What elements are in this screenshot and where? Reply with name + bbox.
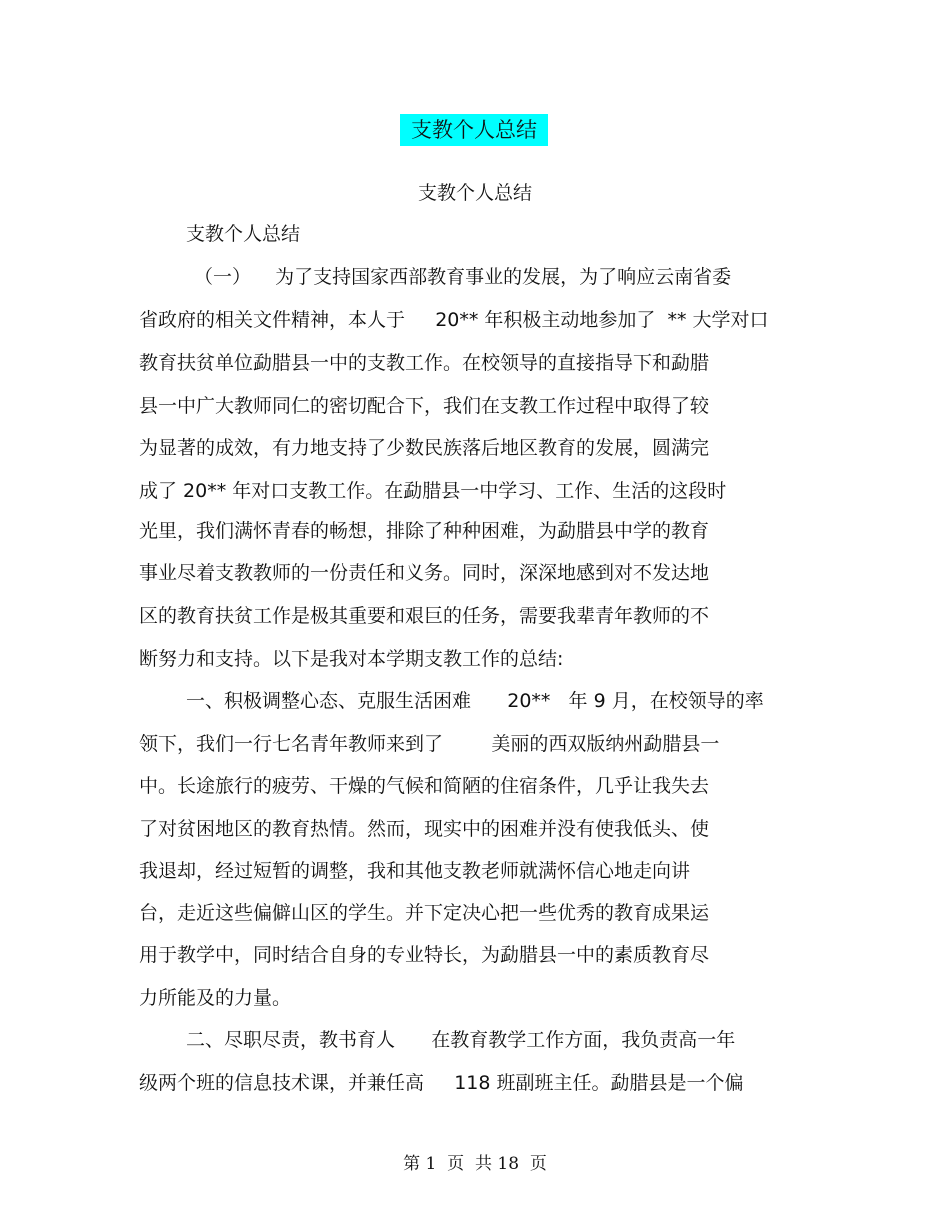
paragraph-line: 区的教育扶贫工作是极其重要和艰巨的任务，需要我辈青年教师的不 [139, 605, 710, 627]
paragraph-line: 用于教学中，同时结合自身的专业特长，为勐腊县一中的素质教育尽 [139, 944, 710, 966]
paragraph-line: 台，走近这些偏僻山区的学生。并下定决心把一些优秀的教育成果运 [139, 902, 710, 924]
section-one-line: 一、积极调整心态、克服生活困难 20** 年 9 月，在校领导的率 [186, 690, 764, 712]
paragraph-line: 级两个班的信息技术课，并兼任高 118 班副班主任。勐腊县是一个偏 [139, 1072, 744, 1094]
section-two-line: 二、尽职尽责，教书育人 在教育教学工作方面，我负责高一年 [186, 1029, 736, 1051]
paragraph-line: 了对贫困地区的教育热情。然而，现实中的困难并没有使我低头、使 [139, 818, 710, 840]
paragraph-line: 力所能及的力量。 [139, 987, 292, 1009]
section-heading: 支教个人总结 [186, 223, 301, 245]
page-number-footer: 第 1 页 共 18 页 [403, 1154, 547, 1174]
paragraph-line: 断努力和支持。以下是我对本学期支教工作的总结: [139, 648, 564, 670]
paragraph-line: 我退却，经过短暂的调整，我和其他支教老师就满怀信心地走向讲 [139, 860, 691, 882]
paragraph-line: 教育扶贫单位勐腊县一中的支教工作。在校领导的直接指导下和勐腊 [139, 352, 710, 374]
paragraph-line: 省政府的相关文件精神，本人于 20** 年积极主动地参加了 ** 大学对口 [139, 309, 769, 331]
paragraph-line: （一） 为了支持国家西部教育事业的发展，为了响应云南省委 [194, 266, 732, 288]
paragraph-line: 为显著的成效，有力地支持了少数民族落后地区教育的发展，圆满完 [139, 437, 710, 459]
paragraph-line: 事业尽着支教教师的一份责任和义务。同时，深深地感到对不发达地 [139, 562, 710, 584]
paragraph-line: 中。长途旅行的疲劳、干燥的气候和简陋的住宿条件，几乎让我失去 [139, 775, 710, 797]
document-title: 支教个人总结 [400, 114, 548, 146]
paragraph-line: 县一中广大教师同仁的密切配合下，我们在支教工作过程中取得了较 [139, 395, 710, 417]
paragraph-line: 成了 20** 年对口支教工作。在勐腊县一中学习、工作、生活的这段时 [139, 480, 727, 502]
document-subtitle: 支教个人总结 [417, 182, 532, 204]
paragraph-line: 领下，我们一行七名青年教师来到了 美丽的西双版纳州勐腊县一 [139, 733, 720, 755]
paragraph-line: 光里，我们满怀青春的畅想，排除了种种困难，为勐腊县中学的教育 [139, 520, 710, 542]
